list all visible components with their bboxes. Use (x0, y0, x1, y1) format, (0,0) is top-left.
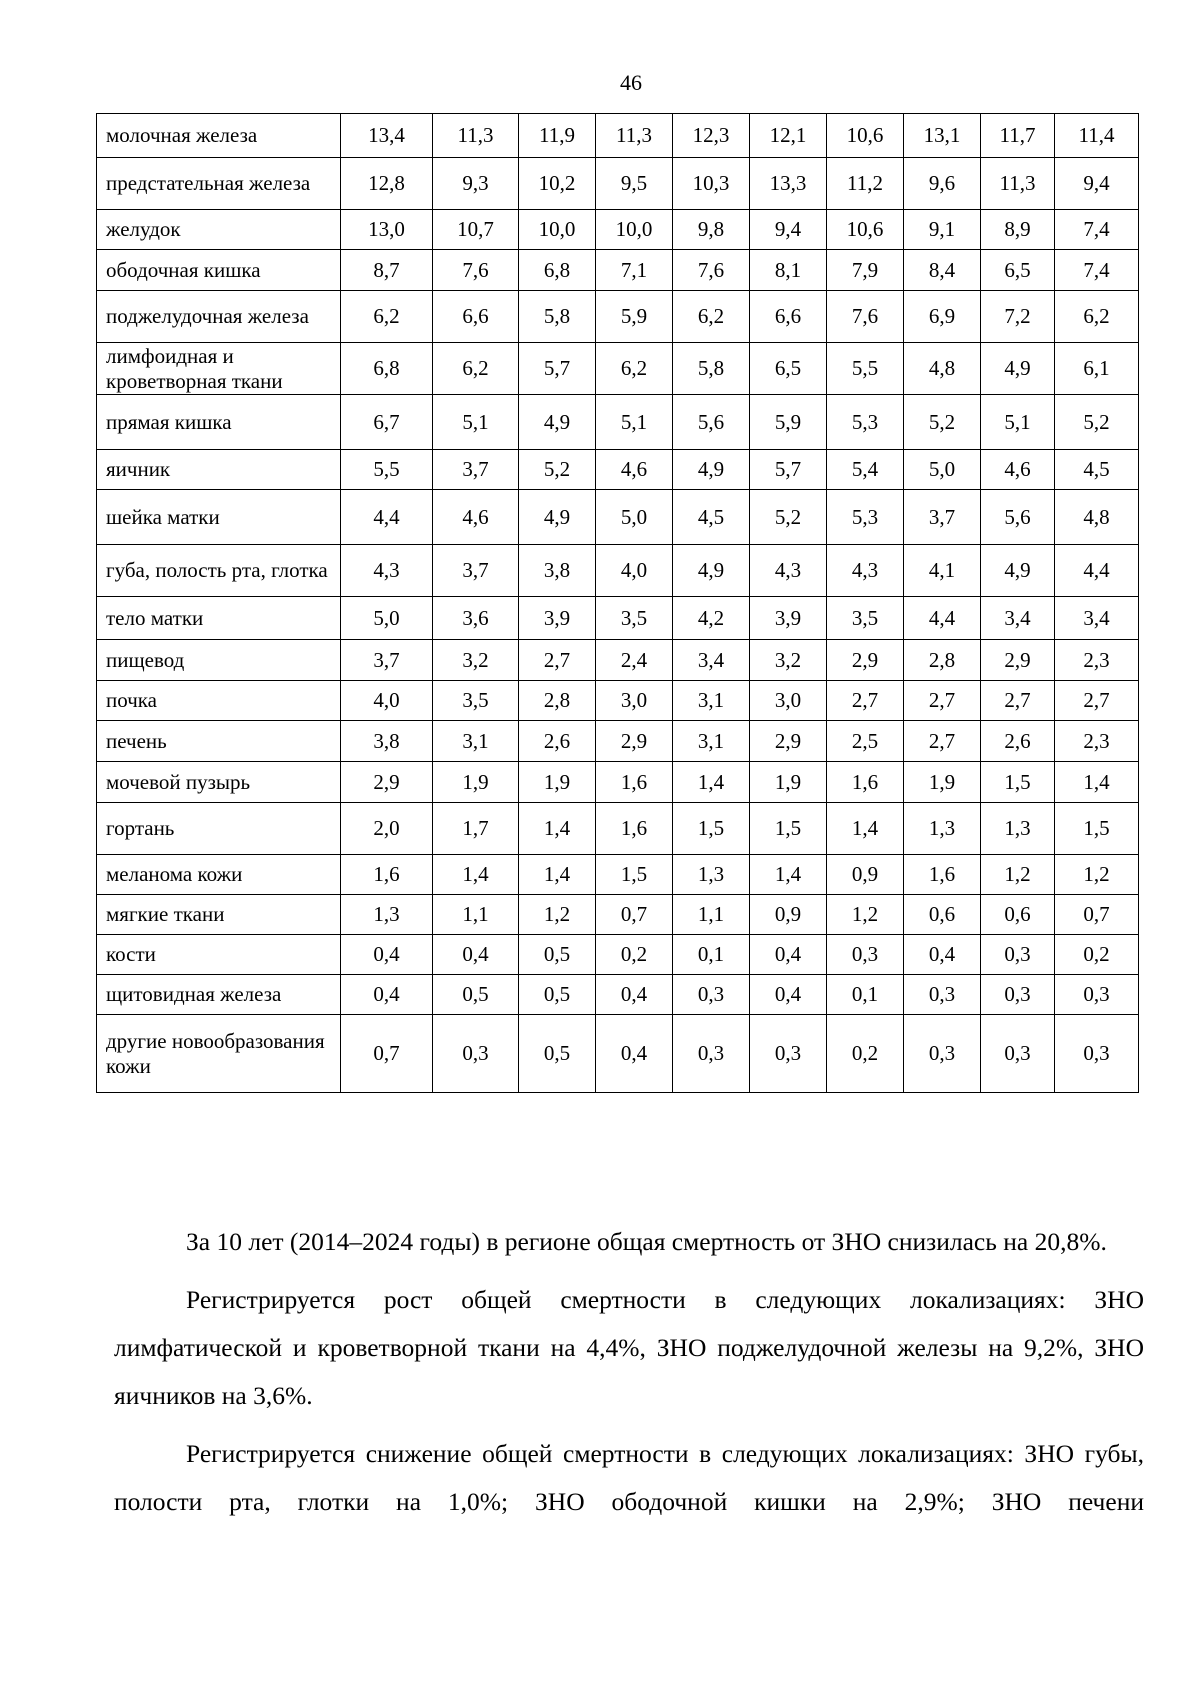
table-cell: 1,4 (673, 762, 750, 803)
table-cell: 1,6 (596, 762, 673, 803)
table-row (97, 158, 1139, 210)
table-cell: 8,1 (750, 250, 827, 291)
table-cell: 6,8 (341, 343, 433, 395)
table-cell: 3,6 (433, 597, 519, 640)
row-label: пищевод (97, 640, 341, 681)
table-cell: 0,9 (827, 855, 904, 895)
table-cell: 1,4 (1055, 762, 1139, 803)
table-cell: 0,4 (904, 935, 981, 975)
table-cell: 4,3 (341, 545, 433, 597)
table-cell: 6,5 (981, 250, 1055, 291)
table-cell: 4,9 (981, 343, 1055, 395)
table-cell: 4,9 (981, 545, 1055, 597)
row-label: тело матки (97, 597, 341, 640)
table-cell: 2,3 (1055, 640, 1139, 681)
table-cell: 6,2 (596, 343, 673, 395)
table-cell: 1,6 (904, 855, 981, 895)
table-cell: 4,4 (1055, 545, 1139, 597)
table-cell: 10,0 (596, 210, 673, 250)
table-cell: 13,4 (341, 114, 433, 158)
table-cell: 1,1 (433, 895, 519, 935)
table-cell: 4,5 (673, 490, 750, 545)
table-cell: 1,6 (596, 803, 673, 855)
table-cell: 11,3 (596, 114, 673, 158)
table-row (97, 343, 1139, 395)
table-cell: 9,4 (750, 210, 827, 250)
table-cell: 0,3 (433, 1015, 519, 1093)
table-cell: 1,2 (519, 895, 596, 935)
table-row (97, 721, 1139, 762)
table-cell: 3,7 (433, 545, 519, 597)
table-cell: 4,0 (341, 681, 433, 721)
table-cell: 0,3 (981, 935, 1055, 975)
table-cell: 2,9 (827, 640, 904, 681)
table-cell: 5,9 (750, 395, 827, 450)
table-row (97, 803, 1139, 855)
table-cell: 0,4 (341, 935, 433, 975)
table-cell: 7,2 (981, 291, 1055, 343)
row-label: щитовидная железа (97, 975, 341, 1015)
table-cell: 4,0 (596, 545, 673, 597)
body-text (114, 1218, 1144, 1536)
table-cell: 3,7 (904, 490, 981, 545)
table-cell: 5,2 (904, 395, 981, 450)
table-cell: 1,3 (981, 803, 1055, 855)
table-cell: 2,7 (519, 640, 596, 681)
table-cell: 0,3 (673, 975, 750, 1015)
table-cell: 1,2 (1055, 855, 1139, 895)
table-row (97, 395, 1139, 450)
table-cell: 3,1 (673, 721, 750, 762)
table-cell: 12,1 (750, 114, 827, 158)
table-cell: 2,9 (981, 640, 1055, 681)
table-cell: 7,6 (827, 291, 904, 343)
table-cell: 6,5 (750, 343, 827, 395)
table-cell: 3,7 (433, 450, 519, 490)
table-cell: 0,4 (341, 975, 433, 1015)
table-cell: 3,4 (1055, 597, 1139, 640)
table-cell: 2,9 (596, 721, 673, 762)
table-cell: 3,5 (433, 681, 519, 721)
table-cell: 9,5 (596, 158, 673, 210)
table-cell: 9,8 (673, 210, 750, 250)
table-cell: 0,3 (904, 1015, 981, 1093)
table-cell: 1,5 (1055, 803, 1139, 855)
table-cell: 2,0 (341, 803, 433, 855)
table-cell: 5,5 (827, 343, 904, 395)
table-cell: 0,9 (750, 895, 827, 935)
table-cell: 4,6 (981, 450, 1055, 490)
table-row (97, 681, 1139, 721)
table-cell: 11,3 (433, 114, 519, 158)
table-cell: 6,1 (1055, 343, 1139, 395)
table-cell: 1,4 (433, 855, 519, 895)
table-cell: 5,2 (750, 490, 827, 545)
table-cell: 4,9 (519, 395, 596, 450)
table-cell: 12,8 (341, 158, 433, 210)
table-cell: 1,4 (519, 803, 596, 855)
table-cell: 0,5 (519, 935, 596, 975)
table-row (97, 545, 1139, 597)
table-cell: 1,1 (673, 895, 750, 935)
table-cell: 7,1 (596, 250, 673, 291)
table-cell: 4,3 (827, 545, 904, 597)
row-label: печень (97, 721, 341, 762)
row-label: поджелудочная железа (97, 291, 341, 343)
table-cell: 3,5 (827, 597, 904, 640)
table-cell: 4,9 (519, 490, 596, 545)
table-cell: 0,7 (596, 895, 673, 935)
table-cell: 2,9 (750, 721, 827, 762)
table-cell: 1,3 (673, 855, 750, 895)
row-label: шейка матки (97, 490, 341, 545)
table-cell: 2,8 (904, 640, 981, 681)
table-cell: 5,6 (981, 490, 1055, 545)
table-cell: 1,5 (596, 855, 673, 895)
table-body (97, 114, 1139, 1093)
table-cell: 2,7 (827, 681, 904, 721)
table-cell: 5,0 (596, 490, 673, 545)
table-cell: 3,4 (981, 597, 1055, 640)
row-label: прямая кишка (97, 395, 341, 450)
table-cell: 13,1 (904, 114, 981, 158)
row-label: яичник (97, 450, 341, 490)
table-row (97, 975, 1139, 1015)
table-cell: 6,6 (433, 291, 519, 343)
table-cell: 4,4 (341, 490, 433, 545)
table-cell: 13,0 (341, 210, 433, 250)
table-cell: 1,4 (827, 803, 904, 855)
table-cell: 0,4 (750, 975, 827, 1015)
table-cell: 6,8 (519, 250, 596, 291)
table-cell: 0,2 (1055, 935, 1139, 975)
table-cell: 5,1 (433, 395, 519, 450)
table-row (97, 490, 1139, 545)
table-cell: 10,6 (827, 210, 904, 250)
table-row (97, 935, 1139, 975)
table-cell: 5,5 (341, 450, 433, 490)
table-cell: 1,4 (750, 855, 827, 895)
page-number: 46 (620, 70, 642, 95)
table-cell: 1,5 (981, 762, 1055, 803)
table-cell: 1,9 (519, 762, 596, 803)
table-cell: 10,2 (519, 158, 596, 210)
table-cell: 0,6 (904, 895, 981, 935)
table-cell: 5,2 (1055, 395, 1139, 450)
table-row (97, 855, 1139, 895)
table-cell: 0,5 (519, 1015, 596, 1093)
row-label: губа, полость рта, глотка (97, 545, 341, 597)
table-cell: 11,4 (1055, 114, 1139, 158)
table-cell: 7,6 (673, 250, 750, 291)
table-cell: 6,2 (673, 291, 750, 343)
table-cell: 3,0 (750, 681, 827, 721)
table-cell: 2,3 (1055, 721, 1139, 762)
table-cell: 10,7 (433, 210, 519, 250)
table-cell: 4,1 (904, 545, 981, 597)
table-cell: 3,0 (596, 681, 673, 721)
table-cell: 10,6 (827, 114, 904, 158)
table-cell: 11,2 (827, 158, 904, 210)
table-cell: 8,4 (904, 250, 981, 291)
row-label: меланома кожи (97, 855, 341, 895)
table-cell: 0,3 (904, 975, 981, 1015)
table-cell: 4,9 (673, 545, 750, 597)
paragraph-3: Регистрируется снижение общей смертности в следующих локализациях: ЗНО губы, полости рта, глотки на 1,0%; ЗНО ободочной кишки на 2,9%; ЗНО печени (114, 1439, 1144, 1516)
table-cell: 0,3 (827, 935, 904, 975)
table-cell: 4,6 (433, 490, 519, 545)
table-cell: 7,6 (433, 250, 519, 291)
paragraph-2: Регистрируется рост общей смертности в следующих локализациях: ЗНО лимфатической и кроветворной ткани на 4,4%, ЗНО поджелудочной железы на 9,2%, ЗНО яичников на 3,6%. (114, 1285, 1144, 1410)
table-cell: 8,7 (341, 250, 433, 291)
table-cell: 3,1 (673, 681, 750, 721)
table-cell: 5,0 (341, 597, 433, 640)
table-cell: 1,7 (433, 803, 519, 855)
table-cell: 1,3 (904, 803, 981, 855)
row-label: другие новообразования кожи (97, 1015, 341, 1093)
table-row (97, 450, 1139, 490)
table-row (97, 114, 1139, 158)
table-cell: 2,7 (904, 721, 981, 762)
table-cell: 0,1 (673, 935, 750, 975)
paragraph-1: За 10 лет (2014–2024 годы) в регионе общая смертность от ЗНО снизилась на 20,8%. (186, 1227, 1107, 1256)
table-cell: 3,2 (433, 640, 519, 681)
table-cell: 1,6 (827, 762, 904, 803)
table-cell: 0,7 (1055, 895, 1139, 935)
table-cell: 1,2 (827, 895, 904, 935)
table-cell: 10,3 (673, 158, 750, 210)
table-cell: 5,9 (596, 291, 673, 343)
table-cell: 0,1 (827, 975, 904, 1015)
table-cell: 0,4 (750, 935, 827, 975)
table-cell: 3,2 (750, 640, 827, 681)
table-cell: 7,9 (827, 250, 904, 291)
table-cell: 9,3 (433, 158, 519, 210)
table-cell: 12,3 (673, 114, 750, 158)
table-cell: 5,1 (981, 395, 1055, 450)
table-row (97, 1015, 1139, 1093)
table-cell: 5,7 (750, 450, 827, 490)
table-cell: 0,6 (981, 895, 1055, 935)
table-cell: 6,6 (750, 291, 827, 343)
row-label: ободочная кишка (97, 250, 341, 291)
row-label: молочная железа (97, 114, 341, 158)
table-cell: 2,4 (596, 640, 673, 681)
table-cell: 3,8 (519, 545, 596, 597)
table-cell: 0,4 (596, 975, 673, 1015)
mortality-table (96, 113, 1139, 1093)
table-cell: 6,2 (341, 291, 433, 343)
table-cell: 4,5 (1055, 450, 1139, 490)
table-cell: 2,8 (519, 681, 596, 721)
table-cell: 3,7 (341, 640, 433, 681)
table-row (97, 291, 1139, 343)
table-cell: 4,9 (673, 450, 750, 490)
table-cell: 4,3 (750, 545, 827, 597)
table-cell: 2,7 (981, 681, 1055, 721)
table-cell: 1,6 (341, 855, 433, 895)
table-cell: 9,1 (904, 210, 981, 250)
table-cell: 9,4 (1055, 158, 1139, 210)
table-cell: 5,3 (827, 395, 904, 450)
table-cell: 0,3 (673, 1015, 750, 1093)
table-row (97, 597, 1139, 640)
table-cell: 6,9 (904, 291, 981, 343)
table-cell: 1,5 (750, 803, 827, 855)
table-cell: 0,3 (1055, 975, 1139, 1015)
table-row (97, 762, 1139, 803)
table-cell: 5,8 (673, 343, 750, 395)
table-cell: 4,6 (596, 450, 673, 490)
table-cell: 0,4 (433, 935, 519, 975)
table-cell: 1,4 (519, 855, 596, 895)
table-cell: 5,3 (827, 490, 904, 545)
table-cell: 0,3 (981, 1015, 1055, 1093)
table-cell: 3,1 (433, 721, 519, 762)
table-cell: 0,3 (750, 1015, 827, 1093)
table-cell: 2,9 (341, 762, 433, 803)
table-cell: 1,2 (981, 855, 1055, 895)
row-label: желудок (97, 210, 341, 250)
table-cell: 3,9 (750, 597, 827, 640)
table-cell: 5,6 (673, 395, 750, 450)
table-row (97, 210, 1139, 250)
row-label: кости (97, 935, 341, 975)
table-cell: 13,3 (750, 158, 827, 210)
table-cell: 3,9 (519, 597, 596, 640)
row-label: гортань (97, 803, 341, 855)
table-cell: 5,2 (519, 450, 596, 490)
table-cell: 3,5 (596, 597, 673, 640)
table-cell: 3,4 (673, 640, 750, 681)
table-cell: 0,3 (1055, 1015, 1139, 1093)
table-cell: 4,8 (904, 343, 981, 395)
table-cell: 6,2 (433, 343, 519, 395)
table-cell: 5,8 (519, 291, 596, 343)
table-cell: 7,4 (1055, 250, 1139, 291)
table-cell: 0,2 (827, 1015, 904, 1093)
table-cell: 8,9 (981, 210, 1055, 250)
table-cell: 0,4 (596, 1015, 673, 1093)
table-cell: 1,5 (673, 803, 750, 855)
table-cell: 2,7 (904, 681, 981, 721)
table-cell: 2,5 (827, 721, 904, 762)
table-cell: 1,9 (750, 762, 827, 803)
table-cell: 5,7 (519, 343, 596, 395)
table-cell: 11,7 (981, 114, 1055, 158)
table-cell: 10,0 (519, 210, 596, 250)
row-label: почка (97, 681, 341, 721)
table-cell: 2,6 (981, 721, 1055, 762)
table-cell: 6,2 (1055, 291, 1139, 343)
row-label: предстательная железа (97, 158, 341, 210)
table-cell: 7,4 (1055, 210, 1139, 250)
table-cell: 4,2 (673, 597, 750, 640)
table-cell: 0,3 (981, 975, 1055, 1015)
table-cell: 0,5 (519, 975, 596, 1015)
table-cell: 0,5 (433, 975, 519, 1015)
table-row (97, 640, 1139, 681)
row-label: лимфоидная и кроветворная ткани (97, 343, 341, 395)
table-cell: 4,4 (904, 597, 981, 640)
table-cell: 6,7 (341, 395, 433, 450)
row-label: мочевой пузырь (97, 762, 341, 803)
table-row (97, 895, 1139, 935)
table-cell: 1,9 (433, 762, 519, 803)
table-cell: 5,1 (596, 395, 673, 450)
table-cell: 11,9 (519, 114, 596, 158)
table-cell: 1,3 (341, 895, 433, 935)
table-cell: 0,2 (596, 935, 673, 975)
table-row (97, 250, 1139, 291)
table-cell: 11,3 (981, 158, 1055, 210)
table-cell: 2,7 (1055, 681, 1139, 721)
table-cell: 5,0 (904, 450, 981, 490)
row-label: мягкие ткани (97, 895, 341, 935)
table-cell: 9,6 (904, 158, 981, 210)
table-cell: 1,9 (904, 762, 981, 803)
table-cell: 5,4 (827, 450, 904, 490)
table-cell: 0,7 (341, 1015, 433, 1093)
table-cell: 2,6 (519, 721, 596, 762)
table-cell: 4,8 (1055, 490, 1139, 545)
table-cell: 3,8 (341, 721, 433, 762)
